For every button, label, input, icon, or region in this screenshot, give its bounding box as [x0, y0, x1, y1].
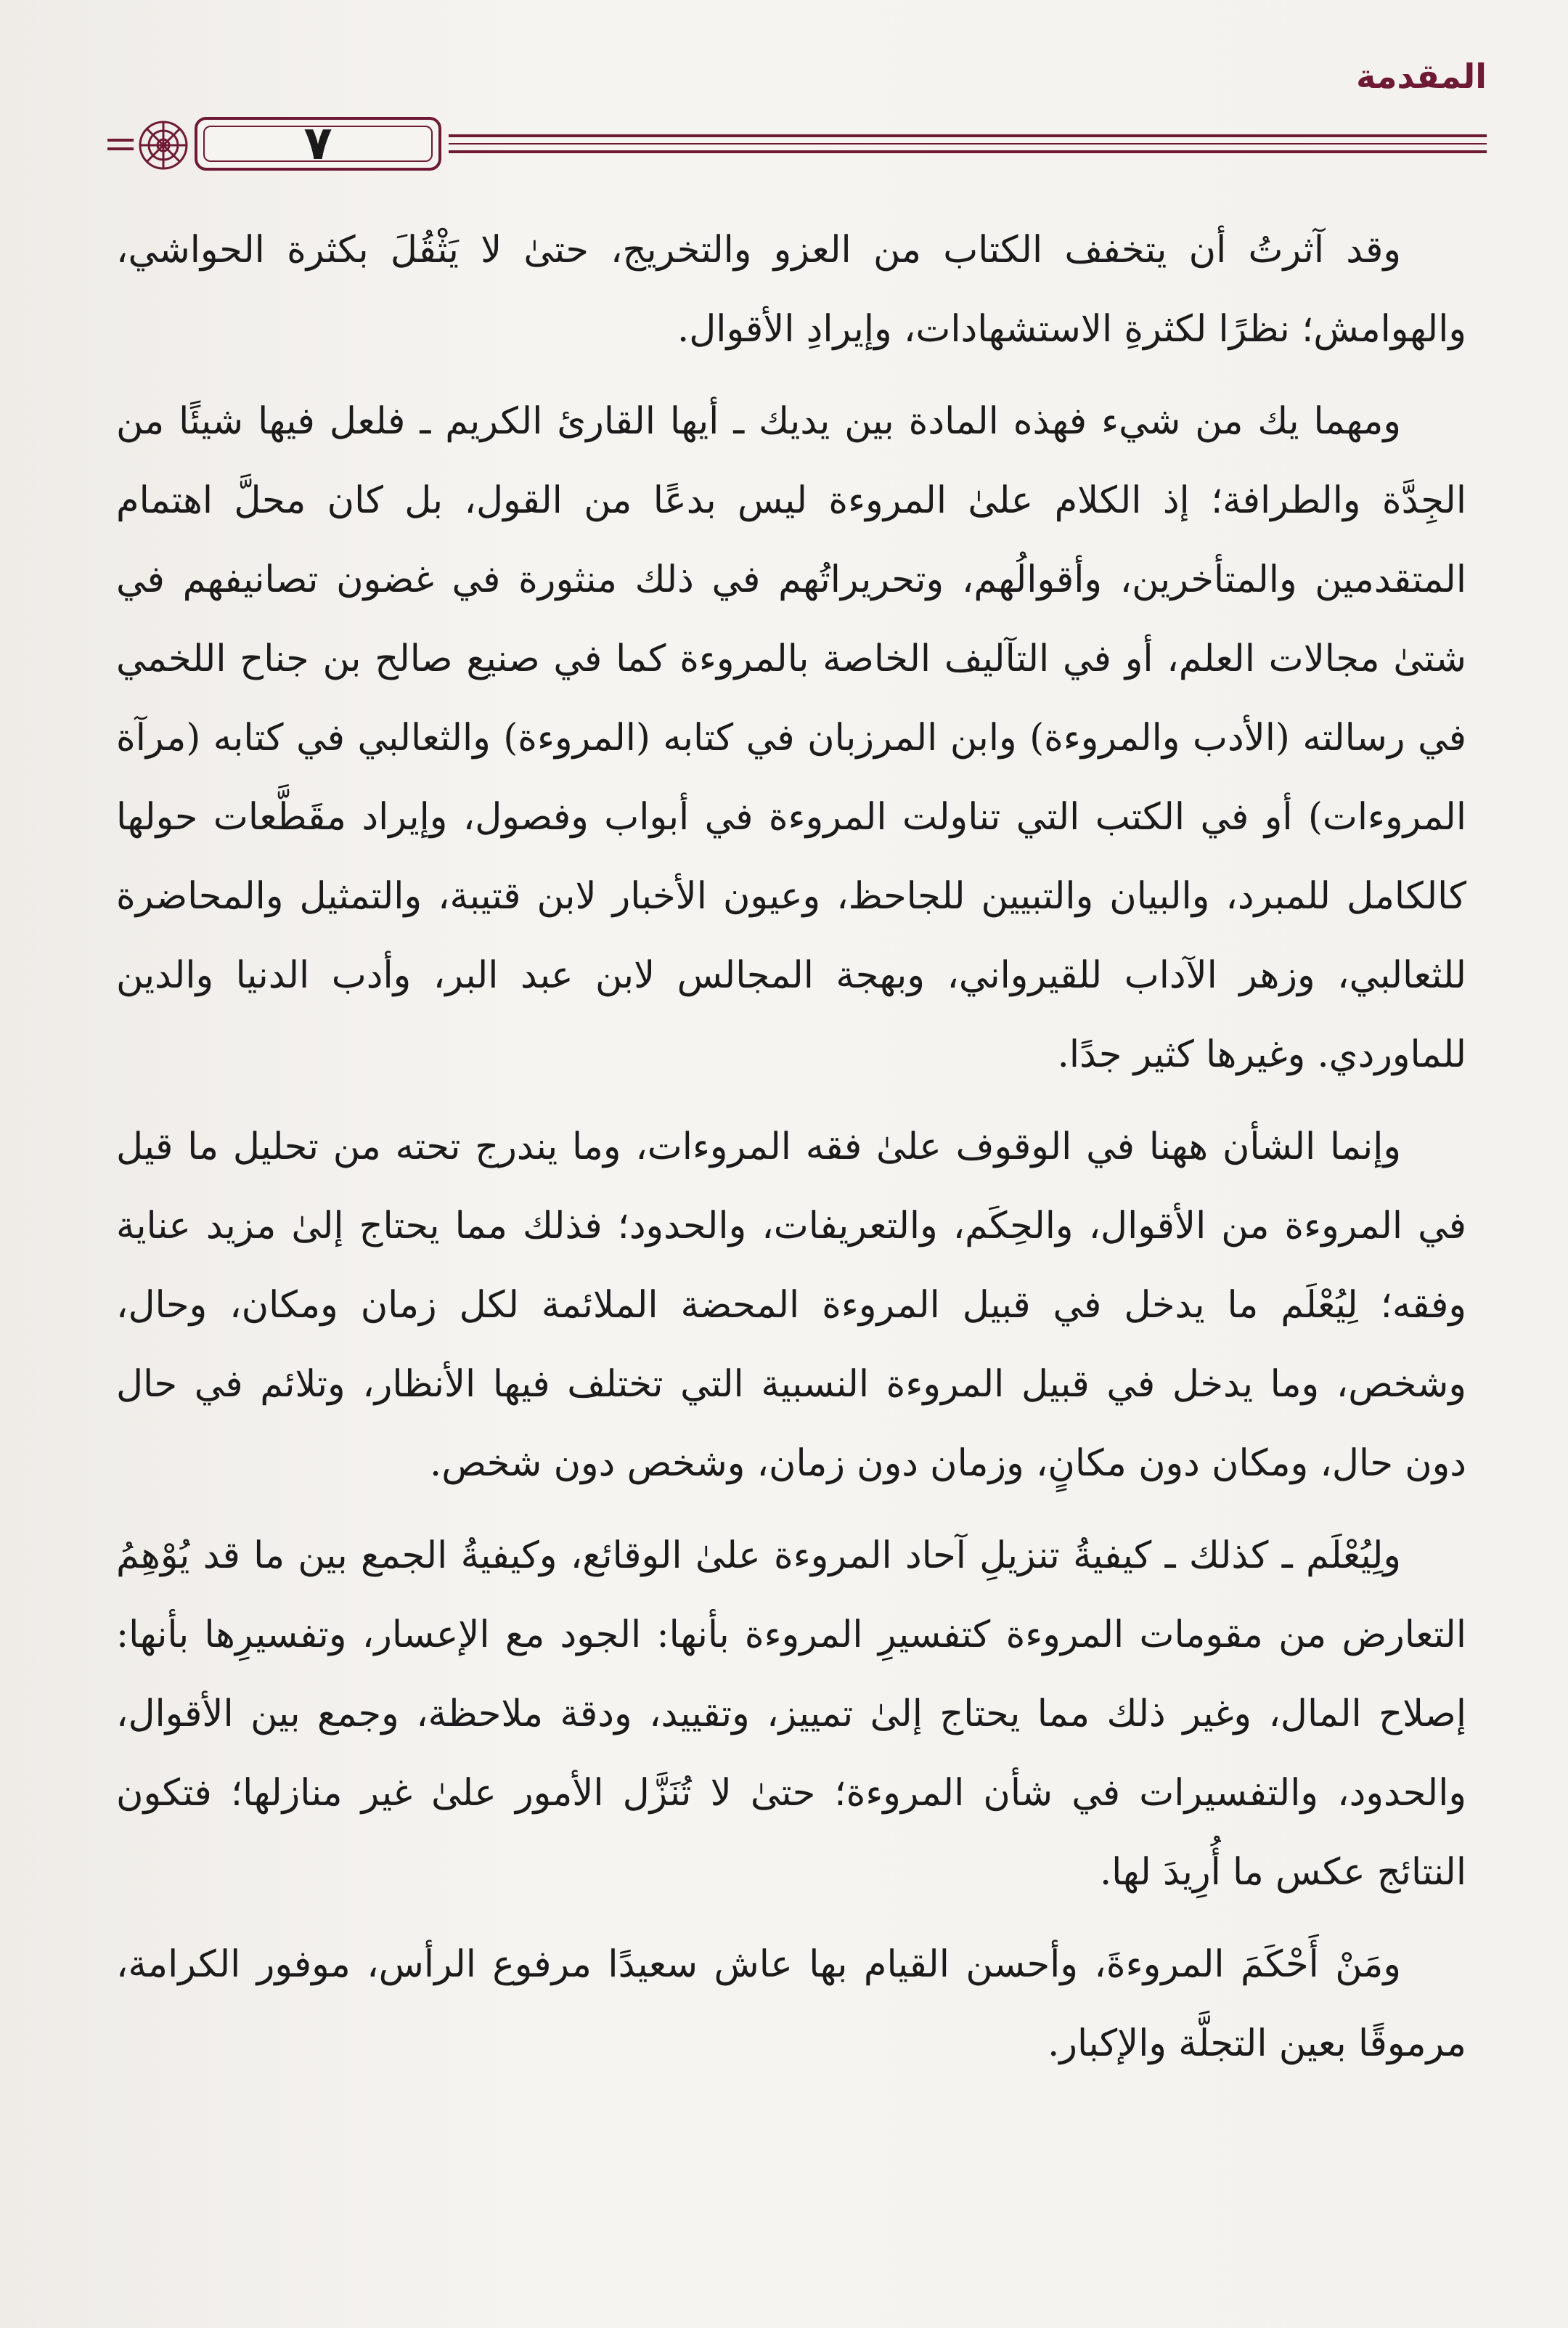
header-rule	[449, 143, 1487, 145]
header-dash	[107, 147, 134, 150]
paragraph: وإنما الشأن ههنا في الوقوف علىٰ فقه المروءات، وما يندرج تحته من تحليل ما قيل في المروءة من الأقوال، والحِكَم، والتعريفات، والحدود؛ فذلك مما يحتاج إلىٰ مزيد عناية وفقه؛ لِيُعْلَم ما يدخل في قبيل المروءة المحضة الملائمة لكل زمان ومكان، وحال، وشخص، وما يدخل في قبيل المروءة النسبية التي تختلف فيها الأنظار، وتلائم في حال دون حال، ومكان دون مكانٍ، وزمان دون زمان، وشخص دون شخص.	[116, 1126, 1466, 1485]
paragraph: وقد آثرتُ أن يتخفف الكتاب من العزو والتخريج، حتىٰ لا يَثْقُلَ بكثرة الحواشي، والهوامش؛ نظرًا لكثرةِ الاستشهادات، وإيرادِ الأقوال.	[116, 229, 1466, 351]
paragraph: ومَنْ أَحْكَمَ المروءةَ، وأحسن القيام بها عاش سعيدًا مرفوع الرأس، موفور الكرامة، مرموقًا بعين التجلَّة والإكبار.	[116, 1943, 1466, 2065]
paragraph: ومهما يك من شيء فهذه المادة بين يديك ـ أيها القارئ الكريم ـ فلعل فيها شيئًا من الجِدَّة والطرافة؛ إذ الكلام علىٰ المروءة ليس بدعًا من القول، بل كان محلَّ اهتمام المتقدمين والمتأخرين، وأقوالُهم، وتحريراتُهم في ذلك منثورة في غضون تصانيفهم في شتىٰ مجالات العلم، أو في التآليف الخاصة بالمروءة كما في صنيع صالح بن جناح اللخمي في رسالته (الأدب والمروءة) وابن المرزبان في كتابه (المروءة) والثعالبي في كتابه (مرآة المروءات) أو في الكتب التي تناولت المروءة في أبواب وفصول، وإيراد مقَطَّعات حولها كالكامل للمبرد، والبيان والتبيين للجاحظ، وعيون الأخبار لابن قتيبة، والتمثيل والمحاضرة للثعالبي، وزهر الآداب للقيرواني، وبهجة المجالس لابن عبد البر، وأدب الدنيا والدين للماوردي. وغيرها كثير جدًا.	[116, 400, 1466, 1076]
running-title: المقدمة	[1356, 57, 1487, 96]
header-rule	[449, 150, 1487, 153]
page-number: ٧	[303, 117, 332, 171]
header-rule	[449, 134, 1487, 137]
paragraph: ولِيُعْلَم ـ كذلك ـ كيفيةُ تنزيلِ آحاد المروءة علىٰ الوقائع، وكيفيةُ الجمع بين ما قد يُوْهِمُ التعارض من مقومات المروءة كتفسيرِ المروءة بأنها: الجود مع الإعسار، وتفسيرِها بأنها: إصلاح المال، وغير ذلك مما يحتاج إلىٰ تمييز، وتقييد، ودقة ملاحظة، وجمع بين الأقوال، والحدود، والتفسيرات في شأن المروءة؛ حتىٰ لا تُنَزَّل الأمور علىٰ غير منازلها؛ فتكون النتائج عكس ما أُرِيدَ لها.	[116, 1534, 1466, 1894]
header-dash	[107, 139, 134, 142]
page-number-box	[195, 117, 441, 171]
page-header-bar	[107, 113, 1487, 178]
body-text	[116, 211, 1466, 2096]
rosette-ornament-icon	[135, 117, 192, 174]
